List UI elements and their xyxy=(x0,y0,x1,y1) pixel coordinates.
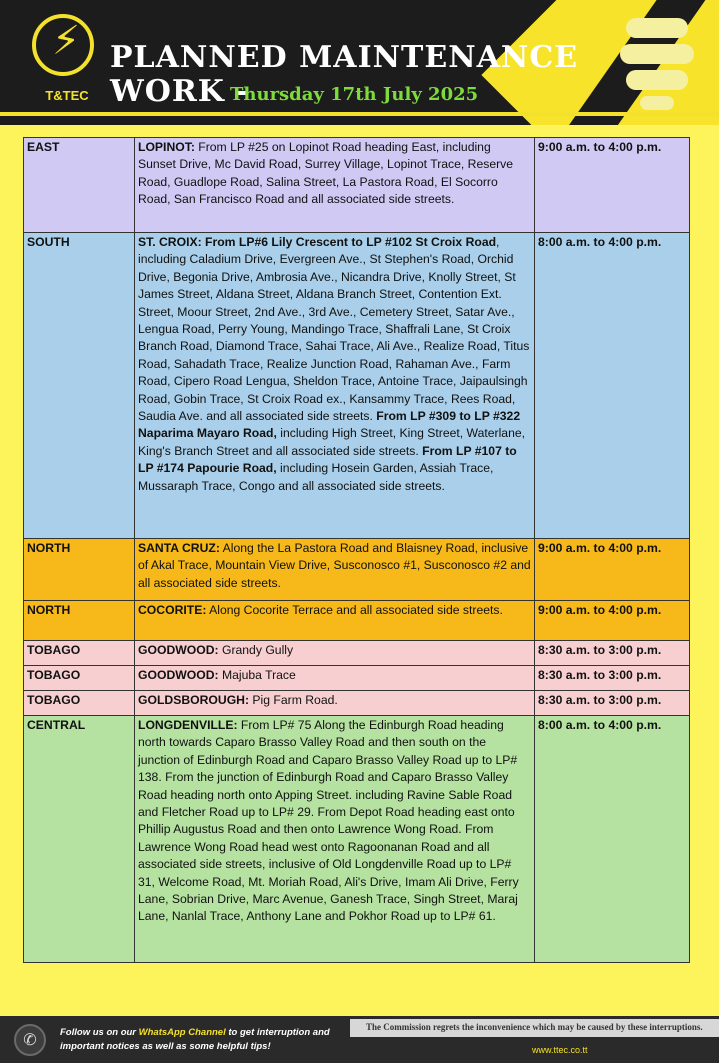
page-title-line1: PLANNED MAINTENANCE xyxy=(110,40,579,75)
place-name: LOPINOT: xyxy=(138,140,195,154)
place-name: GOLDSBOROUGH: xyxy=(138,693,250,707)
header-banner xyxy=(0,0,719,125)
details-text: From LP# 75 Along the Edinburgh Road heading north towards Caparo Brasso Valley Road and then south on the junction of Edinburgh Road and Caparo Brasso Valley Road up to LP# 138. From the junction of Edinburgh Road and Caparo Brasso Valley Road heading north onto Apping Street. including Ravine Sable Road and Fletcher Road up to LP# 29. From Depot Road heading east onto Phillip Augustus Road and then onto Lawrence Wong Road. From Lawrence Wong Road head west onto Ragoonanan Road and all associated side streets, inclusive of Old Longdenville Road up to LP# 31, Welcome Road, Mt. Moriah Road, Ali's Drive, Imam Ali Drive, Ferry Lane, Sobrian Drive, Marc Avenue, Ganesh Trace, Singh Street, Maraj Lane, Nanlal Trace, Anthony Lane and Pokhor Road up to LP# 61. xyxy=(138,718,519,924)
page-title-line2: WORK - xyxy=(110,74,250,109)
table-row xyxy=(24,716,690,963)
lightning-bolt-icon: ⚡ xyxy=(52,18,81,64)
maintenance-table xyxy=(23,137,690,963)
details-text: including Hosein Garden, Assiah Trace, Mussaraph Trace, Congo and all associated side streets. xyxy=(138,461,494,493)
details-cell xyxy=(135,691,535,716)
details-text: including High Street, King Street, Waterlane, King's Branch Street and all associated side streets. xyxy=(138,426,526,458)
details-text: Along Cocorite Terrace and all associated side streets. xyxy=(206,603,503,617)
table-row xyxy=(24,666,690,691)
time-cell: 9:00 a.m. to 4:00 p.m. xyxy=(535,138,690,233)
details-text: Majuba Trace xyxy=(218,668,296,682)
table-row xyxy=(24,601,690,641)
details-cell xyxy=(135,666,535,691)
regret-banner xyxy=(350,1019,719,1037)
time-cell: 8:00 a.m. to 4:00 p.m. xyxy=(535,233,690,539)
area-cell: EAST xyxy=(24,138,135,233)
area-cell: SOUTH xyxy=(24,233,135,539)
area-cell: TOBAGO xyxy=(24,666,135,691)
place-name: GOODWOOD: xyxy=(138,643,219,657)
place-name: ST. CROIX: From LP#6 Lily Crescent to LP #102 St Croix Road xyxy=(138,235,497,249)
details-text: Pig Farm Road. xyxy=(249,693,338,707)
place-name: COCORITE: xyxy=(138,603,207,617)
details-cell xyxy=(135,716,535,963)
table-row xyxy=(24,539,690,601)
place-range: From LP #309 to LP #322 Naparima Mayaro Road, xyxy=(138,409,521,441)
table-row xyxy=(24,233,690,539)
promo-text: Follow us on our xyxy=(60,1027,139,1038)
ttec-logo xyxy=(30,10,100,110)
place-name: GOODWOOD: xyxy=(138,668,219,682)
details-text: From LP #25 on Lopinot Road heading East, including Sunset Drive, Mc David Road, Surrey Village, Lopinot Trace, Reserve Road, Guadlope Road, Salina Street, La Pastora Road, El Socorro Road, San Francisco Road and all associated side streets. xyxy=(138,140,514,207)
place-name: LONGDENVILLE: xyxy=(138,718,238,732)
time-cell: 8:00 a.m. to 4:00 p.m. xyxy=(535,716,690,963)
details-text: , including Caladium Drive, Evergreen Ave., St Stephen's Road, Orchid Drive, Begonia Drive, Ambrosia Ave., Nicandra Drive, Knolly Street, St James Street, Aldana Street, Aldana Branch Street, Contention Ext. Street, Moour Street, 2nd Ave., 3rd Ave., Cemetery Street, Satar Ave., Lengua Road, Perry Young, Mandingo Trace, Shaffrali Lane, St Croix Branch Road, Diamond Trace, Sahai Trace, Ali Ave., Realize Road, Titus Road, Sahadath Trace, Realize Junction Road, Rahaman Ave., Farm Road, Cipero Road Lengua, Sheldon Trace, Antoine Trace, Jaipaulsingh Road, Gobin Trace, St Croix Road ex., Kansammy Trace, Rees Road, Saudia Ave. and all associated side streets. xyxy=(138,235,530,424)
details-cell xyxy=(135,138,535,233)
area-cell: CENTRAL xyxy=(24,716,135,963)
table-row xyxy=(24,641,690,666)
website-link[interactable]: www.ttec.co.tt xyxy=(532,1045,588,1055)
light-bulb-icon xyxy=(608,10,703,115)
time-cell: 8:30 a.m. to 3:00 p.m. xyxy=(535,641,690,666)
details-text: Along the La Pastora Road and Blaisney Road, inclusive of Akal Trace, Mountain View Drive, Susconosco #1, Susconosco #2 and all associated side streets. xyxy=(138,541,531,590)
time-cell: 8:30 a.m. to 3:00 p.m. xyxy=(535,666,690,691)
time-cell: 8:30 a.m. to 3:00 p.m. xyxy=(535,691,690,716)
area-cell: NORTH xyxy=(24,539,135,601)
details-cell xyxy=(135,233,535,539)
area-cell: TOBAGO xyxy=(24,691,135,716)
promo-text: to get interruption and important notices as well as some helpful tips! xyxy=(60,1027,330,1052)
area-cell: NORTH xyxy=(24,601,135,641)
whatsapp-channel-link[interactable]: WhatsApp Channel xyxy=(138,1027,226,1038)
details-cell xyxy=(135,601,535,641)
details-cell xyxy=(135,539,535,601)
time-cell: 9:00 a.m. to 4:00 p.m. xyxy=(535,601,690,641)
details-cell xyxy=(135,641,535,666)
regret-notice: The Commission regrets the inconvenience which may be caused by these interruptions. xyxy=(366,1022,703,1032)
whatsapp-promo xyxy=(60,1026,350,1054)
place-range: From LP #107 to LP #174 Papourie Road, xyxy=(138,443,517,476)
page-date: Thursday 17th July 2025 xyxy=(230,84,479,105)
details-text: Grandy Gully xyxy=(218,643,294,657)
area-cell: TOBAGO xyxy=(24,641,135,666)
table-row xyxy=(24,138,690,233)
table-row xyxy=(24,691,690,716)
time-cell: 9:00 a.m. to 4:00 p.m. xyxy=(535,539,690,601)
place-name: SANTA CRUZ: xyxy=(138,541,220,555)
logo-text: T&TEC xyxy=(45,88,89,103)
whatsapp-icon[interactable]: ✆ xyxy=(14,1024,46,1056)
